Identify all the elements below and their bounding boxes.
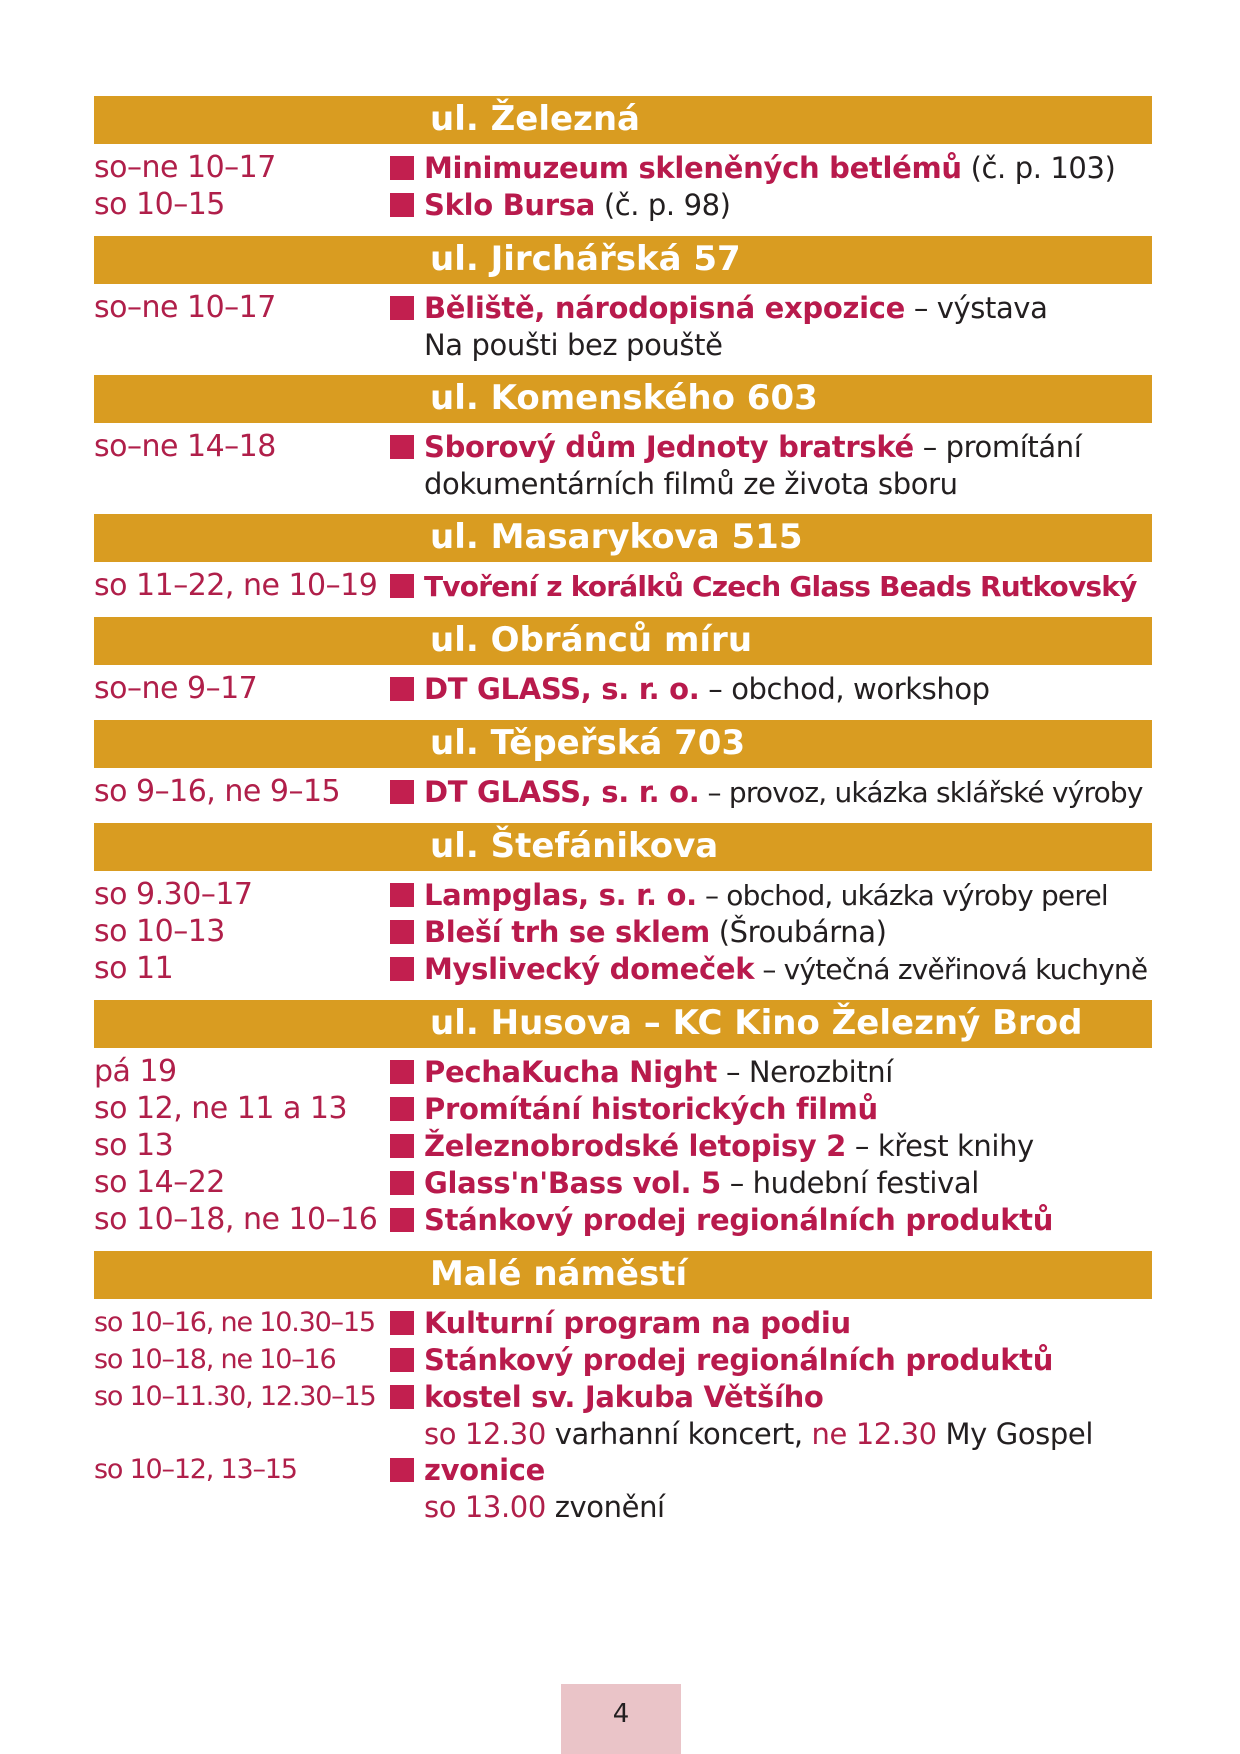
bullet-square-icon [390,296,414,320]
entry-name: DT GLASS, s. r. o. [424,672,700,706]
section-masarykova [94,514,1152,617]
subline-text: zvonění [545,1490,665,1524]
entry-name: DT GLASS, s. r. o. [424,775,700,809]
entry-name: kostel sv. Jakuba Většího [424,1380,824,1414]
section-title: ul. Těpeřská 703 [430,723,746,763]
entry-subline: dokumentárních filmů ze života sboru [424,467,958,501]
section-teperska [94,720,1152,823]
entry-desc: – obchod, workshop [699,672,990,706]
entry-time: so 12, ne 11 a 13 [94,1091,348,1126]
entry-time: so 10–16, ne 10.30–15 [94,1307,375,1338]
bullet-square-icon [390,780,414,804]
section-header-bar [94,823,1152,871]
bullet-square-icon [390,156,414,180]
section-title: ul. Obránců míru [430,620,753,660]
entry-time: so 10–18, ne 10–16 [94,1202,378,1237]
program-entry [94,877,1152,914]
entry-time: so 10–13 [94,914,225,949]
section-header-bar [94,236,1152,284]
section-title: ul. Štefánikova [430,826,719,866]
section-header-bar [94,617,1152,665]
section-title: ul. Husova – KC Kino Železný Brod [430,1003,1083,1043]
section-obrancu-miru [94,617,1152,720]
bullet-square-icon [390,1348,414,1372]
program-listing [94,96,1152,1537]
entry-time: so 11 [94,951,174,986]
bullet-square-icon [390,1208,414,1232]
program-entry [94,1452,1152,1525]
program-entry [94,951,1152,988]
subline-time: ne 12.30 [811,1417,937,1451]
bullet-square-icon [390,193,414,217]
section-title: ul. Masarykova 515 [430,517,803,557]
bullet-square-icon [390,1060,414,1084]
bullet-square-icon [390,1134,414,1158]
entry-desc: – promítání [913,430,1082,464]
program-entry [94,568,1152,605]
entry-time: so 10–11.30, 12.30–15 [94,1381,376,1412]
entry-time: so 10–18, ne 10–16 [94,1344,336,1375]
section-husova [94,1000,1152,1251]
entry-time: pá 19 [94,1054,177,1089]
entry-name: Lampglas, s. r. o. [424,878,697,912]
bullet-square-icon [390,957,414,981]
bullet-square-icon [390,1311,414,1335]
entry-time: so–ne 14–18 [94,429,276,464]
program-entry [94,1128,1152,1165]
entry-name: Kulturní program na podiu [424,1306,851,1340]
entry-name: Minimuzeum skleněných betlémů [424,151,962,185]
entry-time: so 9.30–17 [94,877,253,912]
entry-name: Glass'n'Bass vol. 5 [424,1166,721,1200]
entry-time: so 14–22 [94,1165,225,1200]
section-male-namesti [94,1251,1152,1537]
entry-name: Běliště, národopisná expozice [424,291,905,325]
program-entry [94,429,1152,502]
page-number: 4 [561,1684,681,1754]
program-entry [94,671,1152,708]
section-jircharska [94,236,1152,375]
subline-time: so 13.00 [424,1490,546,1524]
program-entry [94,774,1152,811]
entry-subline [424,1416,1152,1452]
entry-desc: – Nerozbitní [717,1055,893,1089]
program-entry [94,1379,1152,1452]
entry-name: Železnobrodské letopisy 2 [424,1129,847,1163]
entry-desc: – výtečná zvěřinová kuchyně [754,953,1148,986]
entry-desc: (Šroubárna) [709,915,887,949]
bullet-square-icon [390,435,414,459]
bullet-square-icon [390,1458,414,1482]
section-header-bar [94,514,1152,562]
section-stefanikova [94,823,1152,1000]
entry-desc: – hudební festival [720,1166,979,1200]
bullet-square-icon [390,883,414,907]
entry-name: Stánkový prodej regionálních produktů [424,1203,1054,1237]
subline-text: varhanní koncert, [545,1417,812,1451]
entry-subline [424,1489,1152,1525]
bullet-square-icon [390,1097,414,1121]
section-header-bar [94,720,1152,768]
entry-time: so 10–15 [94,187,225,222]
program-entry [94,1091,1152,1128]
section-header-bar [94,1000,1152,1048]
section-header-bar [94,96,1152,144]
entry-subline: Na poušti bez pouště [424,328,723,362]
bullet-square-icon [390,677,414,701]
program-entry [94,1165,1152,1202]
entry-time: so 13 [94,1128,174,1163]
bullet-square-icon [390,1171,414,1195]
entry-desc: (č. p. 103) [961,151,1116,185]
subline-text: My Gospel [936,1417,1093,1451]
bullet-square-icon [390,920,414,944]
program-entry [94,914,1152,951]
entry-name: Sklo Bursa [424,188,596,222]
entry-name: Promítání historických filmů [424,1092,878,1126]
entry-name: zvonice [424,1453,546,1487]
program-entry [94,290,1152,363]
section-zelezna [94,96,1152,236]
bullet-square-icon [390,1385,414,1409]
entry-time: so–ne 10–17 [94,150,276,185]
entry-time: so–ne 10–17 [94,290,276,325]
section-title: ul. Železná [430,99,640,139]
entry-time: so 11–22, ne 10–19 [94,568,378,603]
entry-desc: – obchod, ukázka výroby perel [696,879,1108,912]
section-title: ul. Komenského 603 [430,378,818,418]
subline-time: so 12.30 [424,1417,546,1451]
program-entry [94,1342,1152,1379]
program-entry [94,150,1152,187]
section-header-bar [94,1251,1152,1299]
program-entry [94,187,1152,224]
entry-name: Bleší trh se sklem [424,915,710,949]
entry-time: so 9–16, ne 9–15 [94,774,341,809]
program-entry [94,1305,1152,1342]
section-title: Malé náměstí [430,1254,688,1294]
entry-name: Stánkový prodej regionálních produktů [424,1343,1054,1377]
entry-name: Tvoření z korálků Czech Glass Beads Rutkovský [424,570,1137,603]
entry-desc: (č. p. 98) [595,188,731,222]
entry-name: PechaKucha Night [424,1055,718,1089]
entry-desc: – křest knihy [846,1129,1034,1163]
entry-name: Myslivecký domeček [424,952,755,986]
entry-desc: – provoz, ukázka sklářské výroby [699,776,1143,809]
entry-name: Sborový dům Jednoty bratrské [424,430,914,464]
program-entry [94,1054,1152,1091]
section-title: ul. Jirchářská 57 [430,239,741,279]
entry-time: so 10–12, 13–15 [94,1454,297,1485]
section-header-bar [94,375,1152,423]
bullet-square-icon [390,574,414,598]
entry-time: so–ne 9–17 [94,671,258,706]
program-entry [94,1202,1152,1239]
entry-desc: – výstava [905,291,1048,325]
section-komenskeho [94,375,1152,514]
